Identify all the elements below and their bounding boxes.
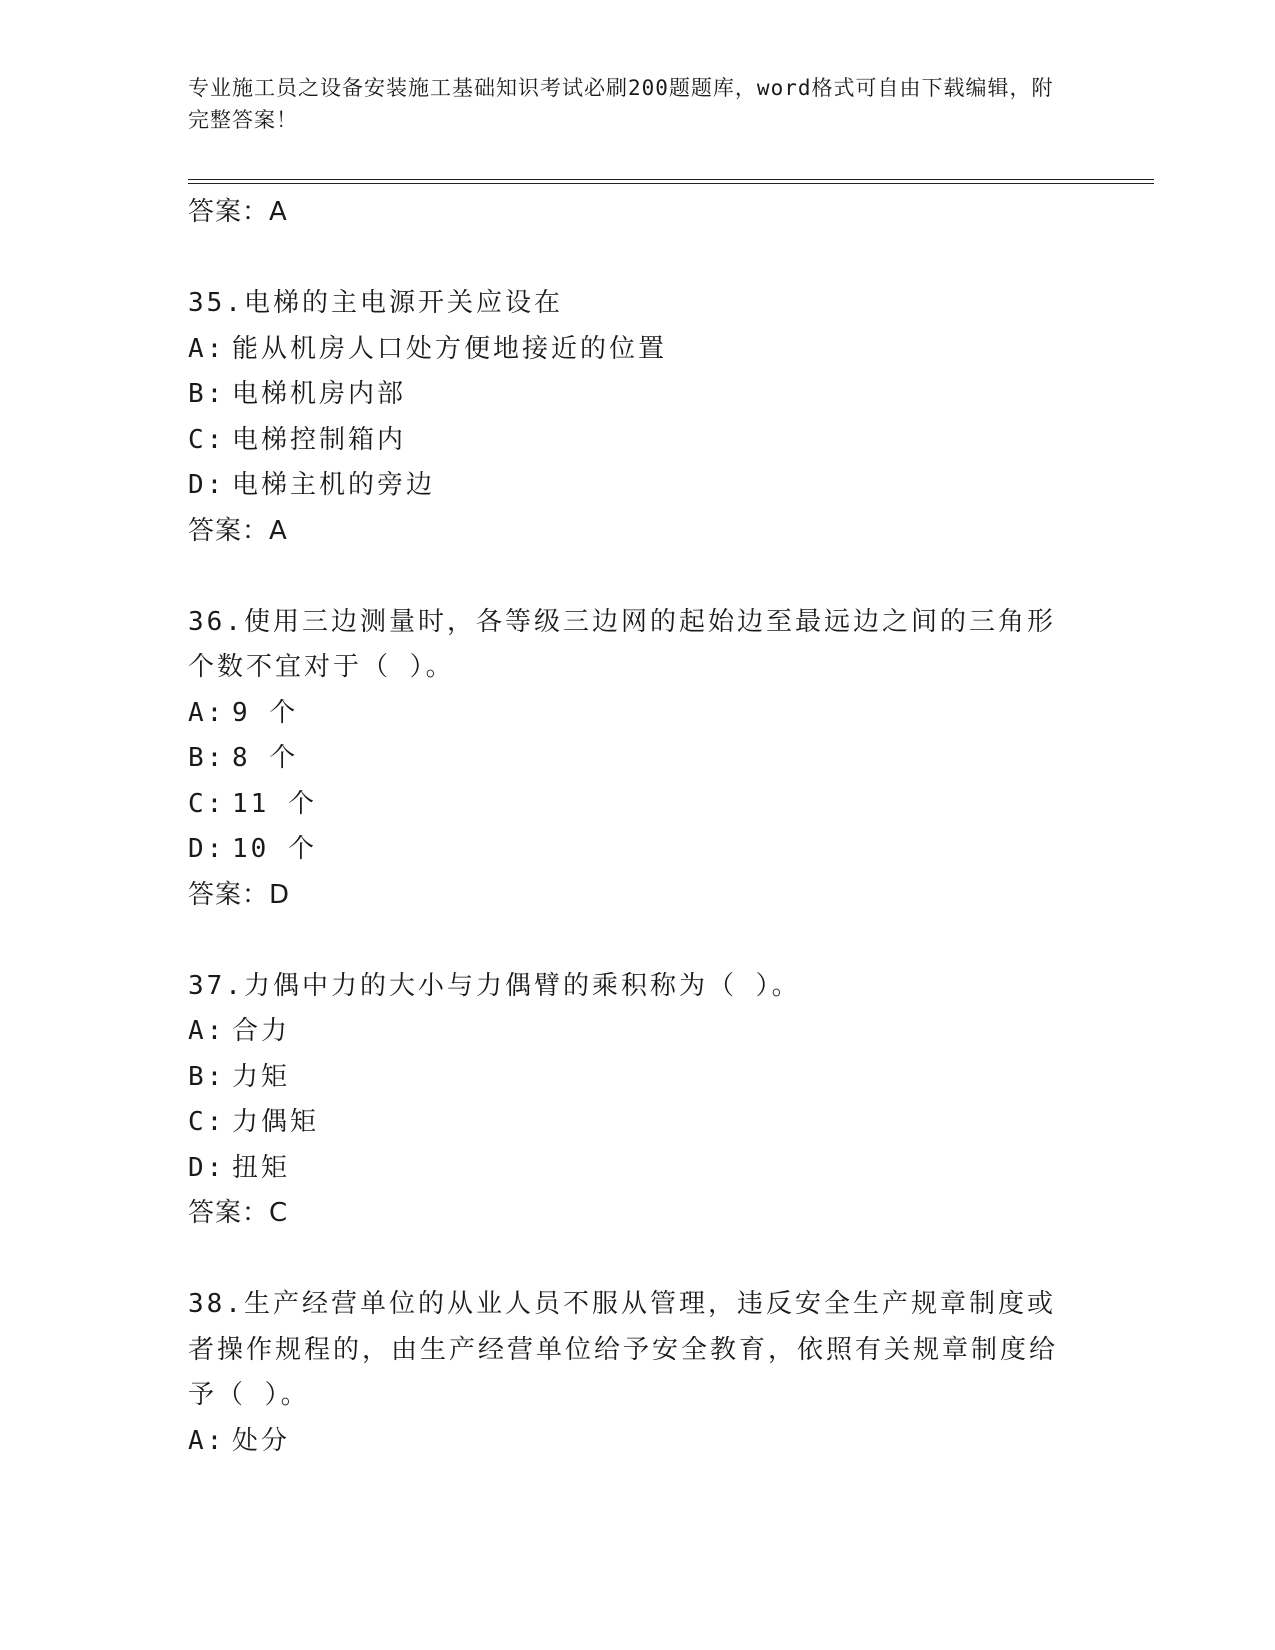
question-list (188, 190, 1088, 1464)
option-key: C: (188, 424, 226, 455)
option-key: B: (188, 743, 226, 773)
question-answer: 答案：A (188, 515, 288, 546)
option-text: 11 个 (232, 788, 317, 819)
option-key: A: (188, 1016, 226, 1046)
option-a (188, 691, 1088, 737)
option-text: 处分 (232, 1425, 291, 1456)
header-divider-top (188, 179, 1154, 180)
option-text: 能从机房人口处方便地接近的位置 (232, 333, 668, 364)
option-key: D: (188, 1152, 226, 1183)
question-38 (188, 1282, 1088, 1464)
option-text: 合力 (232, 1016, 291, 1046)
option-key: D: (188, 834, 226, 864)
option-text: 电梯主机的旁边 (232, 470, 436, 500)
option-d (188, 463, 1088, 509)
option-text: 10 个 (232, 834, 317, 864)
option-key: C: (188, 1107, 226, 1137)
question-37 (188, 964, 1088, 1237)
header-divider-bottom (188, 183, 1154, 184)
option-text: 力矩 (232, 1061, 291, 1092)
option-key: C: (188, 788, 226, 819)
option-text: 电梯控制箱内 (232, 424, 407, 455)
option-b (188, 1055, 1088, 1101)
option-c (188, 418, 1088, 464)
option-key: B: (188, 1061, 226, 1092)
question-answer: 答案：C (188, 1198, 289, 1228)
option-key: D: (188, 470, 226, 500)
question-title: 37.力偶中力的大小与力偶臂的乘积称为（ ）。 (188, 970, 801, 1001)
option-key: A: (188, 333, 226, 364)
question-36 (188, 600, 1088, 919)
option-b (188, 372, 1088, 418)
option-a (188, 327, 1088, 373)
question-35 (188, 281, 1088, 554)
question-title: 38.生产经营单位的从业人员不服从管理，违反安全生产规章制度或者操作规程的，由生产经营单位给予安全教育，依照有关规章制度给予（ ）。 (188, 1289, 1059, 1410)
previous-answer: 答案：A (188, 197, 288, 227)
option-c (188, 782, 1088, 828)
document-header: 专业施工员之设备安装施工基础知识考试必刷200题题库，word格式可自由下载编辑，附完整答案！ (188, 76, 1054, 132)
option-text: 扭矩 (232, 1152, 291, 1183)
option-text: 9 个 (232, 697, 299, 728)
option-text: 电梯机房内部 (232, 379, 407, 409)
option-key: A: (188, 1425, 226, 1456)
option-d (188, 827, 1088, 873)
question-title: 36.使用三边测量时，各等级三边网的起始边至最远边之间的三角形个数不宜对于（ ）。 (188, 606, 1056, 682)
option-a (188, 1009, 1088, 1055)
option-c (188, 1100, 1088, 1146)
question-title: 35.电梯的主电源开关应设在 (188, 288, 563, 318)
option-text: 力偶矩 (232, 1107, 320, 1137)
question-answer: 答案：D (188, 879, 291, 910)
option-text: 8 个 (232, 743, 299, 773)
option-key: B: (188, 379, 226, 409)
option-d (188, 1146, 1088, 1192)
option-key: A: (188, 697, 226, 728)
option-b (188, 736, 1088, 782)
option-a (188, 1419, 1088, 1465)
